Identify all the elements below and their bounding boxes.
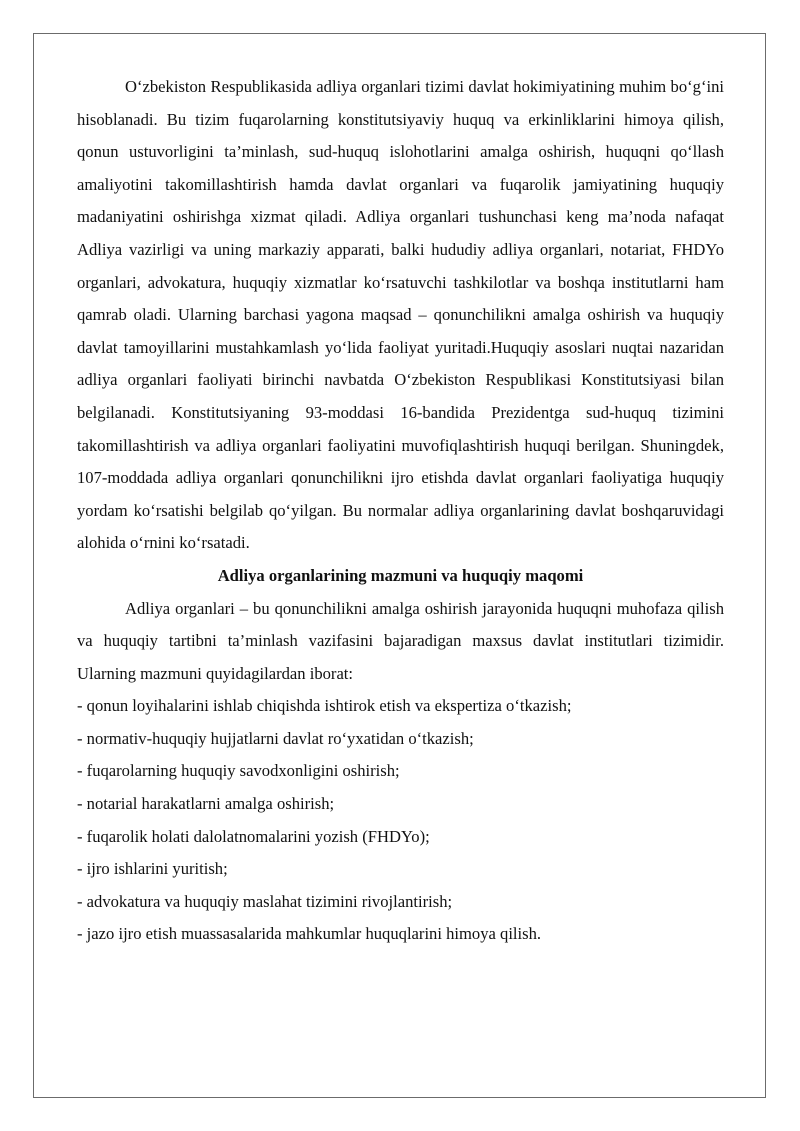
list-item: - notarial harakatlarni amalga oshirish; [77, 794, 335, 814]
list-item: - advokatura va huquqiy maslahat tizimini rivojlantirish; [77, 891, 453, 911]
list-item: - ijro ishlarini yuritish; [77, 859, 228, 879]
list-item: - normativ-huquqiy hujjatlarni davlat ro‘yxatidan o‘tkazish; [77, 728, 474, 748]
list-item: - fuqarolik holati dalolatnomalarini yozish (FHDYo); [77, 826, 430, 846]
section-heading: Adliya organlarining mazmuni va huquqiy maqomi [217, 565, 584, 585]
document-body [77, 71, 724, 951]
intro-paragraph: O‘zbekiston Respublikasida adliya organlari tizimi davlat hokimiyatining muhim bo‘g‘ini hisoblanadi. Bu tizim fuqarolarning konstitutsiyaviy huquq va erkinliklarini himoya qilish, qonun ustuvorligini ta’minlash, sud-huquq islohotlarini amalga oshirish, huquqni qo‘llash amaliyotini takomillashtirish hamda davlat organlari va fuqarolik jamiyatining huquqiy madaniyatini oshirishga xizmat qiladi. Adliya organlari tushunchasi keng ma’noda nafaqat Adliya vazirligi va uning markaziy apparati, balki hududiy adliya organlari, notariat, FHDYo organlari, advokatura, huquqiy xizmatlar ko‘rsatuvchi tashkilotlar va boshqa institutlarni ham qamrab oladi. Ularning barchasi yagona maqsad – qonunchilikni amalga oshirish va huquqiy davlat tamoyillarini mustahkamlash yo‘lida faoliyat yuritadi.Huquqiy asoslari nuqtai nazaridan adliya organlari faoliyati birinchi navbatda O‘zbekiston Respublikasi Konstitutsiyasi bilan belgilanadi. Konstitutsiyaning 93-moddasi 16-bandida Prezidentga sud-huquq tizimini takomillashtirish va adliya organlari faoliyatini muvofiqlashtirish huquqi berilgan. Shuningdek, 107-moddada adliya organlari qonunchilikni ijro etishda davlat organlari faoliyatiga huquqiy yordam ko‘rsatishi belgilab qo‘yilgan. Bu normalar adliya organlarining davlat boshqaruvidagi alohida o‘rnini ko‘rsatadi. [77, 77, 724, 553]
definition-paragraph: Adliya organlari – bu qonunchilikni amalga oshirish jarayonida huquqni muhofaza qilish va huquqiy tartibni ta’minlash vazifasini bajaradigan maxsus davlat institutlari tizimidir. Ularning mazmuni quyidagilardan iborat: [77, 598, 724, 683]
list-item: - jazo ijro etish muassasalarida mahkumlar huquqlarini himoya qilish. [77, 924, 542, 944]
duties-list [77, 690, 724, 951]
list-item: - qonun loyihalarini ishlab chiqishda ishtirok etish va ekspertiza o‘tkazish; [77, 696, 572, 716]
list-item: - fuqarolarning huquqiy savodxonligini oshirish; [77, 761, 400, 781]
